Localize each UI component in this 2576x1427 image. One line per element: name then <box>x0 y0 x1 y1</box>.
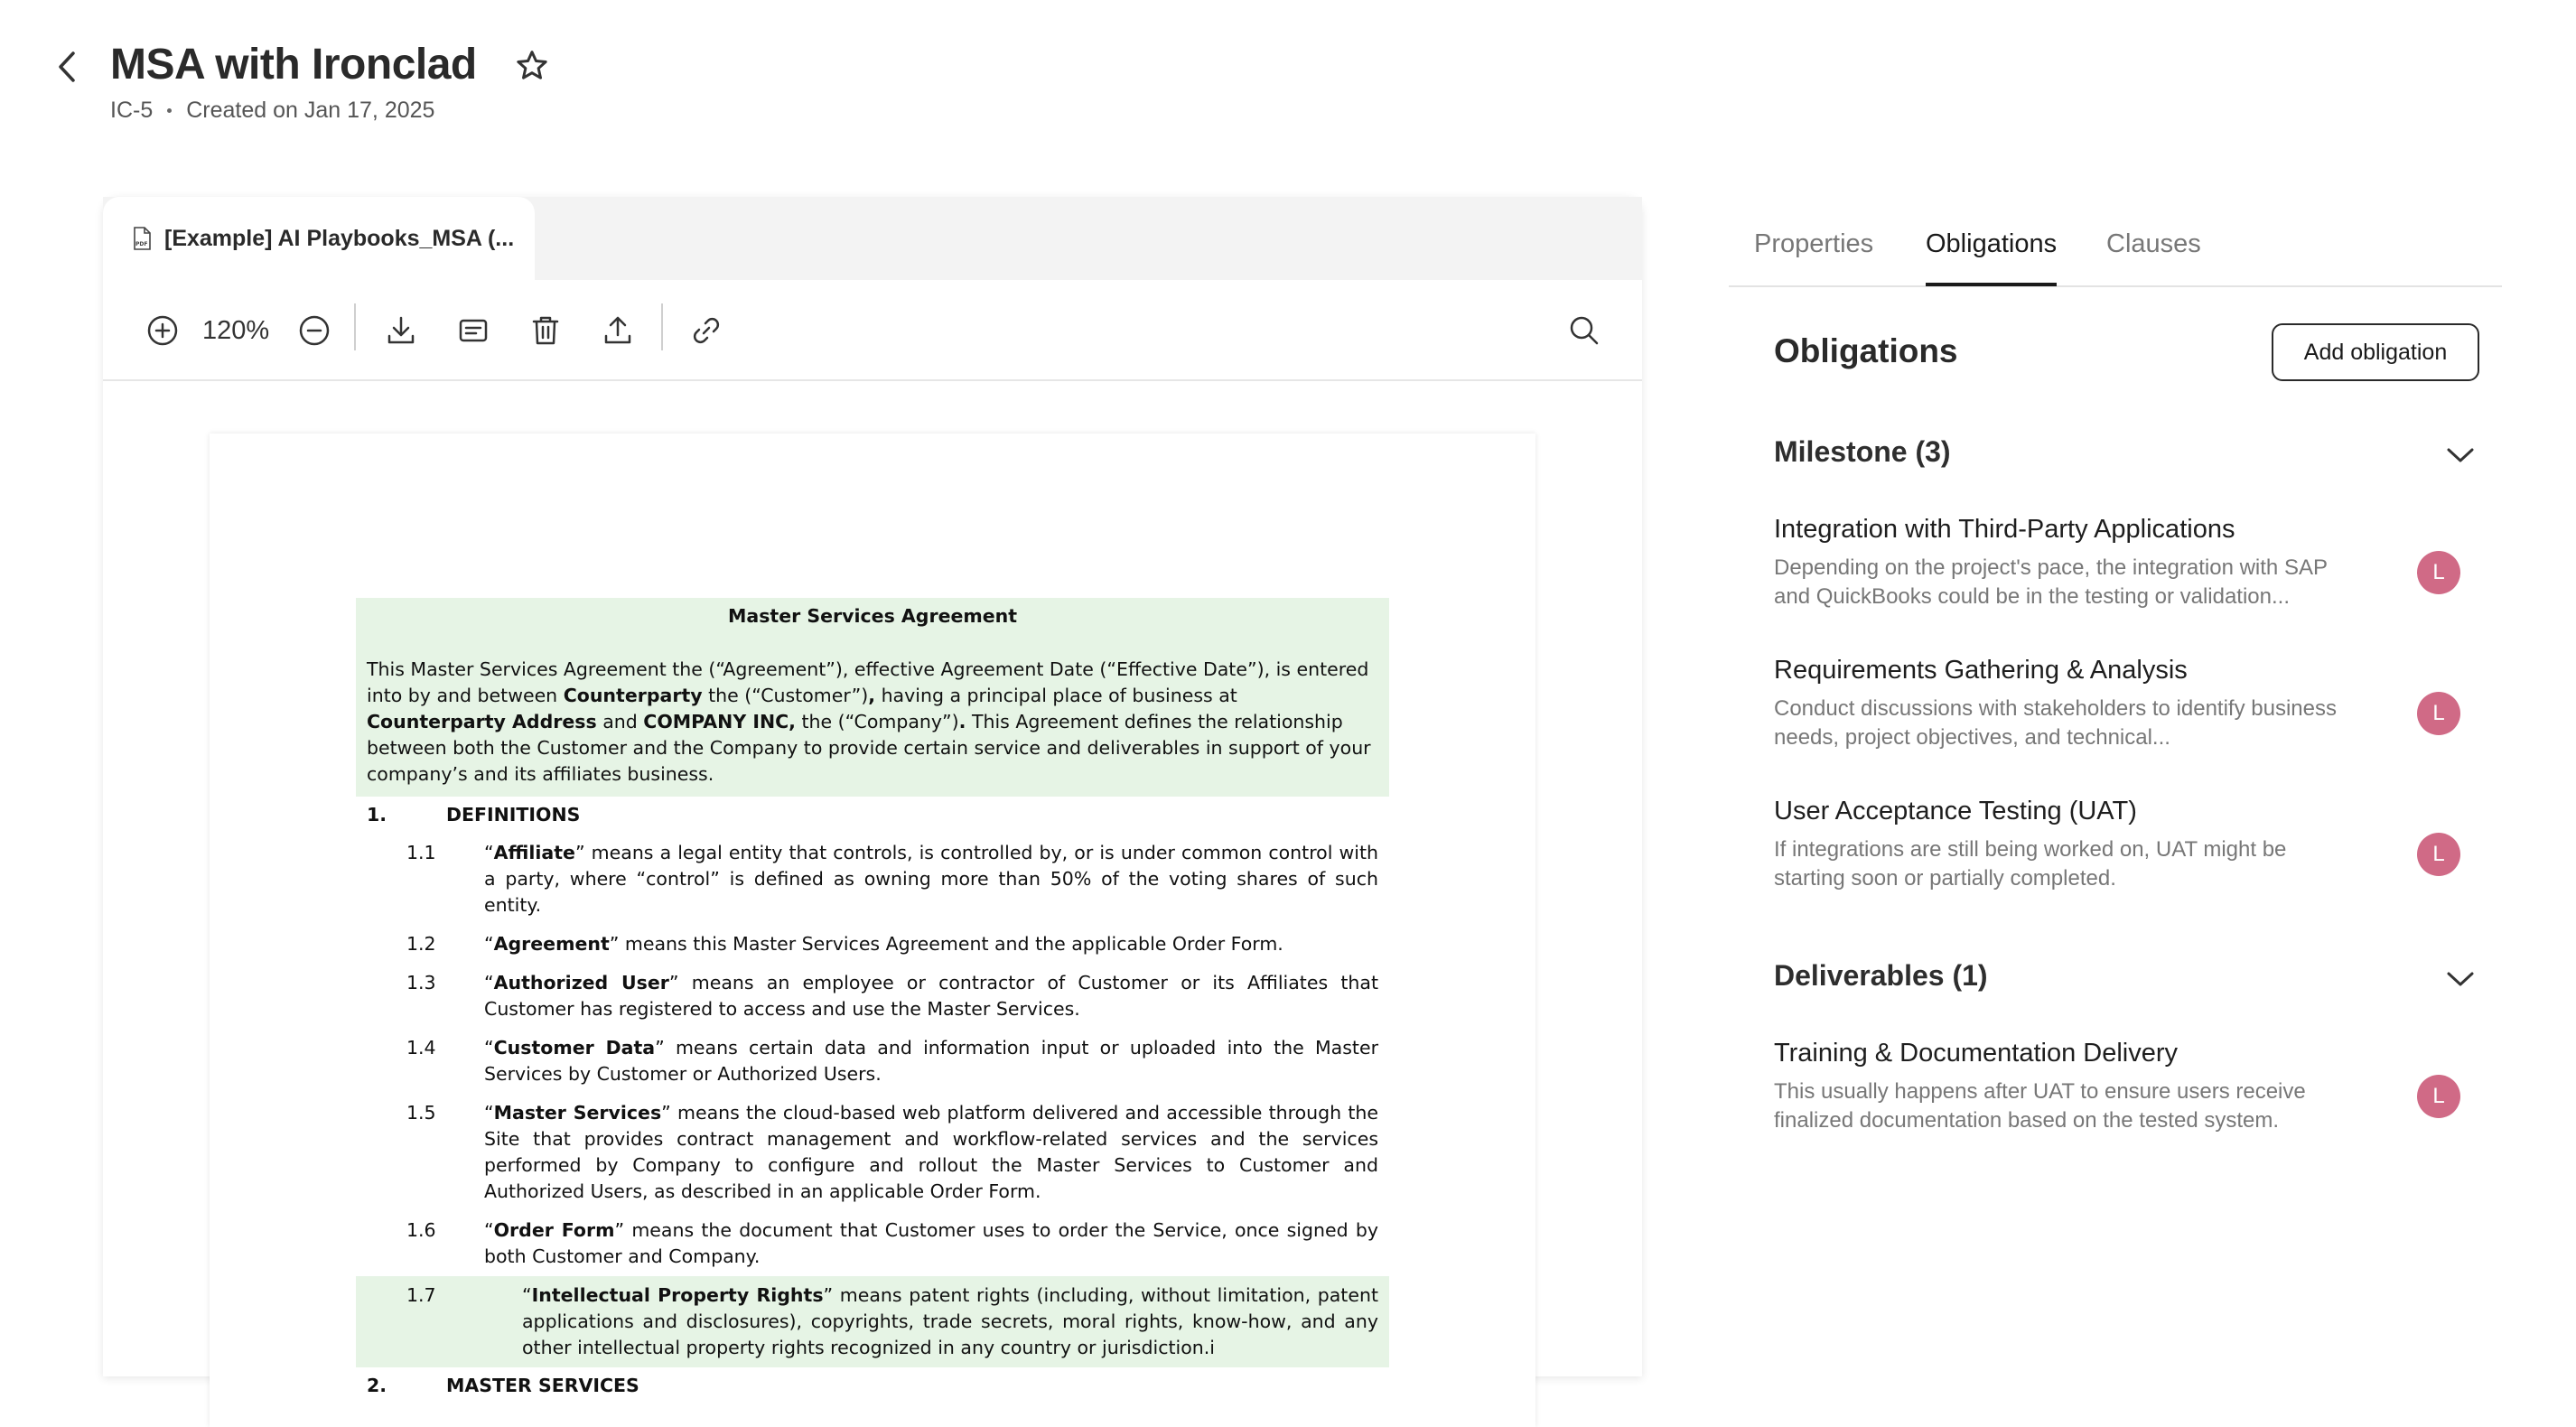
clause-text <box>484 1100 1378 1205</box>
section-number: 1. <box>367 804 387 825</box>
intro-text: This Master Services Agreement the (“Agreement”), effective Agreement Date (“Effective Date”), is entered into by and between <box>367 658 1369 706</box>
obligation-item[interactable] <box>1774 656 2478 773</box>
upload-button[interactable] <box>594 307 641 354</box>
collapse-deliverables-button[interactable] <box>2442 961 2478 997</box>
page-title: MSA with Ironclad <box>110 41 477 89</box>
defined-term: Master Services <box>493 1102 662 1124</box>
document-viewer <box>103 197 1642 1396</box>
record-id: IC-5 <box>110 98 154 123</box>
definition-item <box>356 1211 1389 1276</box>
avatar[interactable]: L <box>2417 1075 2460 1118</box>
back-button[interactable] <box>51 47 83 87</box>
intro-bold: , <box>868 685 876 706</box>
avatar[interactable]: L <box>2417 692 2460 735</box>
open-quote: “ <box>484 842 494 863</box>
add-obligation-button[interactable]: Add obligation <box>2272 323 2479 381</box>
intro-text: This Agreement defines the relationship between both the Customer and the Company to provide certain service and deliverables in support of your company’s and its affiliates business. <box>367 711 1371 785</box>
obligation-description: This usually happens after UAT to ensure users receive finalized documentation based on the tested system. <box>1774 1079 2306 1133</box>
chevron-left-icon <box>57 51 77 83</box>
defined-term: Customer Data <box>493 1037 656 1059</box>
clause-number: 1.5 <box>406 1102 436 1124</box>
group-title-milestone: Milestone (3) <box>1774 435 1951 468</box>
obligation-description: Depending on the project's pace, the integration with SAP and QuickBooks could be in the testing or validation... <box>1774 555 2328 609</box>
document-tab-label: [Example] AI Playbooks_MSA (... <box>164 225 515 251</box>
defined-term: Intellectual Property Rights <box>531 1284 824 1306</box>
obligation-description: If integrations are still being worked on, UAT might be starting soon or partially completed. <box>1774 837 2287 891</box>
obligation-description: Conduct discussions with stakeholders to identify business needs, project objectives, and technical... <box>1774 696 2337 750</box>
zoom-in-icon <box>146 314 179 347</box>
zoom-out-icon <box>298 314 331 347</box>
open-quote: “ <box>484 933 494 955</box>
search-document-button[interactable] <box>1561 307 1608 354</box>
clause-text <box>484 1217 1378 1270</box>
obligation-name: User Acceptance Testing (UAT) <box>1774 797 2137 825</box>
intro-text: having a principal place of business at <box>875 685 1237 706</box>
comment-icon <box>457 314 490 347</box>
document-toolbar <box>103 280 1642 381</box>
definition-text: ” means patent rights (including, without limitation, patent applications and disclosures), copyrights, trade secrets, moral rights, know-how, and any other intellectual property rights recognized in any country or jurisdiction.i <box>522 1284 1378 1358</box>
section-number: 2. <box>367 1375 387 1396</box>
download-button[interactable] <box>378 307 425 354</box>
clause-number: 1.1 <box>406 842 436 863</box>
intro-text: and <box>596 711 644 732</box>
obligation-name: Integration with Third-Party Applications <box>1774 515 2235 544</box>
definition-text: ” means a legal entity that controls, is controlled by, or is under common control with a party, where “control” is defined as owning more than 50% of the voting shares of such entity. <box>484 842 1378 916</box>
tab-obligations[interactable]: Obligations <box>1926 229 2057 286</box>
clause-number: 1.2 <box>406 933 436 955</box>
link-icon <box>690 314 723 347</box>
section-heading <box>356 1367 1389 1404</box>
definition-text: ” means the document that Customer uses to order the Service, once signed by both Customer and Company. <box>484 1219 1379 1267</box>
copy-link-button[interactable] <box>683 307 730 354</box>
defined-term: Agreement <box>493 933 610 955</box>
definition-item <box>356 925 1389 964</box>
obligation-item[interactable] <box>1774 797 2478 914</box>
zoom-level: 120% <box>202 316 270 345</box>
open-quote: “ <box>484 1219 494 1241</box>
delete-button[interactable] <box>522 307 569 354</box>
comment-button[interactable] <box>450 307 497 354</box>
obligation-item[interactable] <box>1774 515 2478 632</box>
section-heading <box>356 797 1389 834</box>
intro-bold: COMPANY INC, <box>643 711 796 732</box>
open-quote: “ <box>522 1284 532 1306</box>
intro-bold: . <box>958 711 966 732</box>
created-date: Created on Jan 17, 2025 <box>186 98 435 123</box>
separator-dot <box>167 108 172 113</box>
obligation-name: Training & Documentation Delivery <box>1774 1039 2179 1068</box>
intro-text: the (“Company”) <box>795 711 959 732</box>
clause-number: 1.3 <box>406 972 436 993</box>
star-icon <box>514 48 550 84</box>
clause-text <box>484 1035 1378 1087</box>
obligation-name: Requirements Gathering & Analysis <box>1774 656 2188 685</box>
zoom-in-button[interactable] <box>139 307 186 354</box>
avatar[interactable]: L <box>2417 833 2460 876</box>
definition-item <box>356 1094 1389 1211</box>
defined-term: Order Form <box>493 1219 615 1241</box>
clause-number: 1.6 <box>406 1219 436 1241</box>
document-page <box>210 434 1535 1427</box>
upload-icon <box>602 314 634 347</box>
definition-text: ” means an employee or contractor of Customer or its Affiliates that Customer has registered to access and use the Master Services. <box>484 972 1378 1020</box>
definition-item <box>356 1029 1389 1094</box>
download-icon <box>385 314 417 347</box>
toolbar-divider <box>661 303 663 350</box>
highlighted-preamble <box>356 598 1389 797</box>
obligation-item[interactable] <box>1774 1039 2478 1156</box>
defined-term: Affiliate <box>493 842 575 863</box>
zoom-out-button[interactable] <box>291 307 338 354</box>
chevron-down-icon <box>2446 446 2475 464</box>
document-tab-bar <box>103 197 1642 280</box>
record-meta <box>110 98 434 124</box>
definition-text: ” means this Master Services Agreement and the applicable Order Form. <box>609 933 1283 955</box>
agreement-title: Master Services Agreement <box>727 605 1018 627</box>
tab-properties[interactable]: Properties <box>1754 229 1874 258</box>
clause-text <box>484 931 1378 957</box>
avatar[interactable]: L <box>2417 551 2460 594</box>
toolbar-divider <box>354 303 356 350</box>
agreement-intro <box>367 657 1378 788</box>
open-quote: “ <box>484 1102 494 1124</box>
definition-text: ” means the cloud-based web platform delivered and accessible through the Site that provides contract management and workflow-related services and the services performed by Company to configure and rollout the Master Services to Customer and Authorized Users, as described in an applicable Order Form. <box>484 1102 1379 1202</box>
open-quote: “ <box>484 972 494 993</box>
obligations-heading: Obligations <box>1774 332 1958 369</box>
document-text <box>356 598 1389 1404</box>
intro-text: the (“Customer”) <box>702 685 869 706</box>
clause-text <box>484 840 1378 919</box>
collapse-milestone-button[interactable] <box>2442 437 2478 473</box>
definition-item <box>356 834 1389 925</box>
section-title: DEFINITIONS <box>446 804 581 825</box>
favorite-button[interactable] <box>511 45 553 87</box>
section-title: MASTER SERVICES <box>446 1375 639 1396</box>
definition-item-highlighted <box>356 1276 1389 1367</box>
group-title-deliverables: Deliverables (1) <box>1774 959 1988 992</box>
tab-clauses[interactable]: Clauses <box>2106 229 2201 258</box>
clause-number: 1.4 <box>406 1037 436 1059</box>
svg-text:PDF: PDF <box>135 241 148 247</box>
clause-text <box>484 970 1378 1022</box>
clause-number: 1.7 <box>406 1284 436 1306</box>
trash-icon <box>529 314 562 347</box>
defined-term: Authorized User <box>493 972 669 993</box>
definition-item <box>356 964 1389 1029</box>
intro-bold: Counterparty Address <box>367 711 597 732</box>
search-icon <box>1568 314 1601 347</box>
intro-bold: Counterparty <box>563 685 703 706</box>
chevron-down-icon <box>2446 970 2475 988</box>
document-viewport[interactable] <box>103 383 1642 1396</box>
document-tab[interactable] <box>103 197 535 280</box>
definition-text: ” means certain data and information input or uploaded into the Master Services by Customer or Authorized Users. <box>484 1037 1378 1085</box>
pdf-file-icon <box>132 227 152 250</box>
open-quote: “ <box>484 1037 494 1059</box>
clause-text <box>484 1282 1378 1361</box>
detail-tabs <box>1729 211 2502 287</box>
